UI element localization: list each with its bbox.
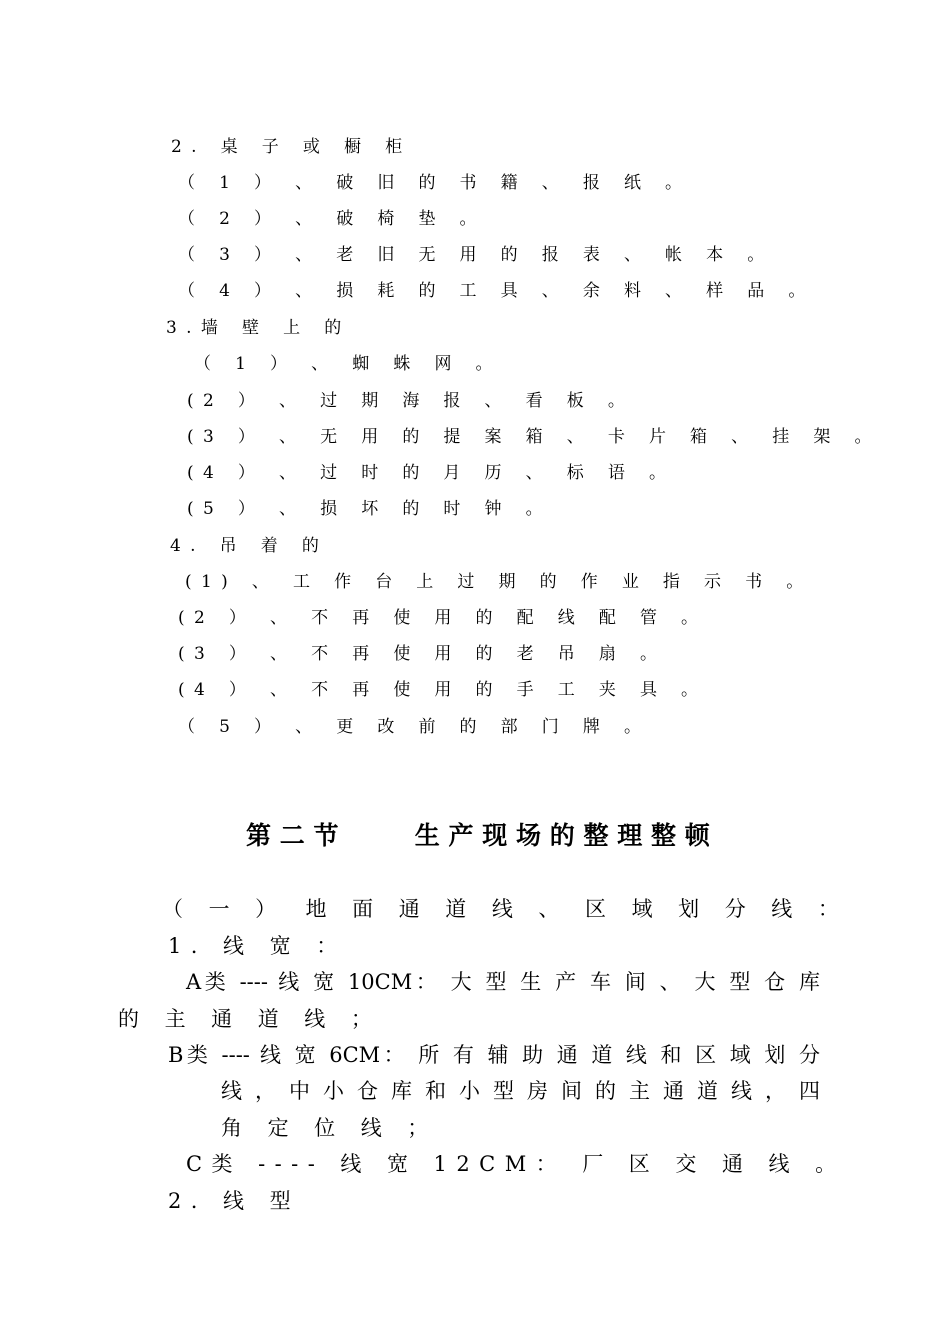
list-item: (4 ） 、 过 时 的 月 历 、 标 语 。 [187, 463, 676, 483]
list-item: （ 4 ） 、 损 耗 的 工 具 、 余 料 、 样 品 。 [178, 281, 815, 301]
list-heading-hanging: 4. 吊 着 的 [170, 536, 329, 556]
item-heading-line-type: 2. 线 型 [168, 1189, 301, 1213]
class-b-line3: 角 定 位 线 ； [221, 1116, 438, 1140]
list-heading-desk: 2. 桌 子 或 橱 柜 [171, 137, 412, 157]
list-item: （ 1 ） 、 破 旧 的 书 籍 、 报 纸 。 [178, 173, 692, 193]
list-item: （ 5 ） 、 更 改 前 的 部 门 牌 。 [178, 717, 651, 737]
list-item: (1) 、 工 作 台 上 过 期 的 作 业 指 示 书 。 [185, 572, 813, 592]
class-b-line1: B类 ---- 线 宽 6CM： 所 有 辅 助 通 道 线 和 区 域 划 分 [168, 1043, 820, 1067]
list-item: （ 2 ） 、 破 椅 垫 。 [178, 209, 486, 229]
list-item: (2 ） 、 不 再 使 用 的 配 线 配 管 。 [178, 608, 708, 628]
subsection-heading: （ 一 ） 地 面 通 道 线 、 区 域 划 分 线 ： [162, 897, 849, 921]
list-item: (2 ） 、 过 期 海 报 、 看 板 。 [187, 391, 635, 411]
list-item: (4 ） 、 不 再 使 用 的 手 工 夹 具 。 [178, 680, 708, 700]
section-title: 第二节 生产现场的整理整顿 [246, 821, 719, 850]
list-item: (3 ） 、 不 再 使 用 的 老 吊 扇 。 [178, 644, 667, 664]
list-heading-wall: 3.墙 壁 上 的 [166, 318, 351, 338]
list-item: (3 ） 、 无 用 的 提 案 箱 、 卡 片 箱 、 挂 架 。 [187, 427, 881, 447]
list-item: （ 1 ） 、 蜘 蛛 网 。 [194, 354, 502, 374]
class-a-line1: A类 ---- 线 宽 10CM： 大 型 生 产 车 间 、 大 型 仓 库 [186, 970, 820, 994]
list-item: （ 3 ） 、 老 旧 无 用 的 报 表 、 帐 本 。 [178, 245, 774, 265]
item-heading-line-width: 1. 线 宽 ： [168, 934, 347, 958]
class-c-line: C类 ---- 线 宽 12CM： 厂 区 交 通 线 。 [186, 1152, 846, 1176]
list-item: (5 ） 、 损 坏 的 时 钟 。 [187, 499, 552, 519]
class-a-line2: 的 主 通 道 线 ； [118, 1007, 382, 1031]
class-b-line2: 线 ， 中 小 仓 库 和 小 型 房 间 的 主 通 道 线 ， 四 [221, 1079, 820, 1103]
